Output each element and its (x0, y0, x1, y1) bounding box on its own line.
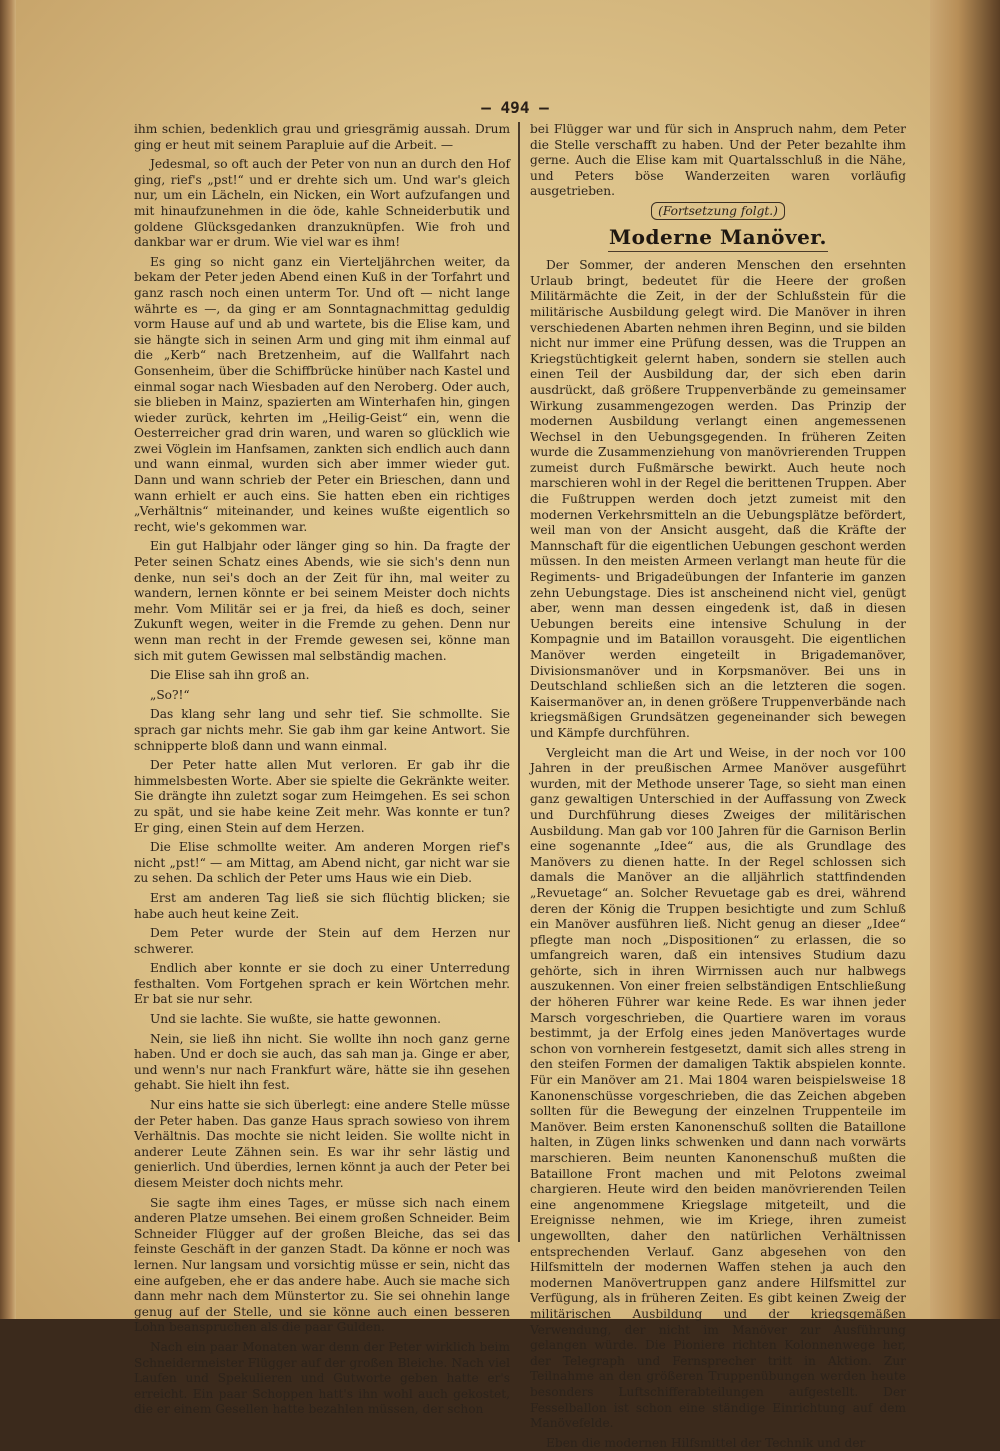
paragraph: „So?!“ (150, 687, 190, 702)
paragraph: Nach ein paar Monaten war denn der Peter wirklich beim Schneidermeister Flügger auf der großen Bleiche. Nach viel Laufen und Spekulieren und Gutworte geben hatte er's erreicht. Ein paar Schoppen hatt's ihn wohl auch gekostet, die er einem Gesellen hatte bezahlen müssen, der schon (134, 1339, 510, 1417)
paragraph: ihm schien, bedenklich grau und griesgrämig aussah. Drum ging er heut mit seinem Parapluie auf die Arbeit. — (134, 122, 510, 152)
paragraph: Es ging so nicht ganz ein Vierteljährchen weiter, da bekam der Peter jeden Abend einen Kuß in der Torfahrt und ganz rasch noch einen unterm Tor. Und oft — nicht lange währte es —, da ging er am Sonntagnachmittag geduldig vorm Hause auf und ab und wartete, bis die Elise kam, und sie hängte sich in seinen Arm und ging mit ihm einmal auf die „Kerb“ nach Bretzenheim, auf die Wallfahrt nach Gonsenheim, über die Schiffbrücke hinüber nach Kastel und einmal sogar nach Wiesbaden auf den Neroberg. Oder auch, sie blieben in Mainz, spazierten am Winterhafen hin, gingen wieder zurück, kehrten im „Heilig-Geist“ ein, wenn die Oesterreicher grad drin waren, und waren so glücklich wie zwei Vöglein im Hanfsamen, zankten sich endlich auch dann und wann einmal, wurden sich aber immer wieder gut. Dann und wann schrieb der Peter ein Brieschen, dann und wann erhielt er auch eins. Sie hatten eben ein richtiges „Verhältnis“ miteinander, und keines wußte eigentlich so recht, wie's gekommen war. (134, 254, 510, 534)
paragraph: Die Elise sah ihn groß an. (150, 668, 310, 683)
paragraph: Ein gut Halbjahr oder länger ging so hin. Da fragte der Peter seinen Schatz eines Abends, wie sie sich's denn nun denke, nun sei's doch an der Zeit für ihn, mal weiter zu wandern, lernen könnte er bei seinem Meister doch nichts mehr. Vom Militär sei er ja frei, da hieß es doch, seiner Zukunft wegen, weiter in die Fremde zu gehen. Denn nur wenn man recht in der Fremde gewesen sei, könne man sich mit gutem Gewissen mal selbständig machen. (134, 539, 510, 663)
paragraph: Eben die modernen Hilfsmittel der Technik und der (546, 1435, 866, 1450)
page-outer-edge (930, 0, 1000, 1319)
paragraph: Sie sagte ihm eines Tages, er müsse sich nach einem anderen Platze umsehen. Bei einem großen Schneider. Beim Schneider Flügger auf der großen Bleiche, das sei das feinste Geschäft in der ganzen Stadt. Da könne er noch was lernen. Nur langsam und vorsichtig müsse er sein, nicht das eine aufgeben, ehe er das andere habe. Auch sie mache sich dann mehr nach dem Münstertor zu. Sie sei ohnehin lange genug auf der Stelle, und sie könne auch einen besseren Lohn beanspruchen als die paar Gulden. (134, 1195, 510, 1335)
paragraph: Der Sommer, der anderen Menschen den ersehnten Urlaub bringt, bedeutet für die Heere der großen Militärmächte die Zeit, in der der Schlußstein für die militärische Ausbildung gelegt wird. Die Manöver in ihren verschiedenen Abarten nehmen ihren Beginn, und sie bilden nicht nur immer eine Prüfung dessen, was die Truppen an Kriegstüchtigkeit gelernt haben, sondern sie stellen auch einen Teil der Ausbildung dar, der sich eben darin ausdrückt, daß größere Truppenverbände zu gemeinsamer Wirkung zusammengezogen werden. Das Prinzip der modernen Ausbildung verlangt einen angemessenen Wechsel in den Uebungsgegenden. In früheren Zeiten wurde die Zusammenziehung von manövrierenden Truppen zumeist durch Fußmärsche bewirkt. Auch heute noch marschieren wohl in der Regel die berittenen Truppen. Aber die Fußtruppen werden doch jetzt zumeist mit den modernen Verkehrsmitteln an die Uebungsplätze befördert, weil man von der Ansicht ausgeht, daß die Kräfte der Mannschaft für die eigentlichen Uebungen geschont werden müssen. In den meisten Armeen verlangt man heute für die Regiments- und Brigadeübungen der Infanterie im ganzen zehn Uebungstage. Dies ist anscheinend nicht viel, genügt aber, wenn man dessen eingedenk ist, daß in diesen Uebungen bereits eine intensive Schulung in der Kompagnie und im Bataillon vorausgeht. Die eigentlichen Manöver werden eingeteilt in Brigademanöver, Divisionsmanöver und in Korpsmanöver. Bei uns in Deutschland schließen sich an die letzteren die sogen. Kaisermanöver an, in denen größere Truppenverbände nach kriegsmäßigen Grundsätzen gegeneinander sich bewegen und Kämpfe durchführen. (530, 258, 907, 740)
paragraph: Endlich aber konnte er sie doch zu einer Unterredung festhalten. Vom Fortgehen sprach er kein Wörtchen mehr. Er bat sie nur sehr. (134, 961, 510, 1007)
paragraph: Nur eins hatte sie sich überlegt: eine andere Stelle müsse der Peter haben. Das ganze Haus sprach sowieso von ihrem Verhältnis. Das mochte sie nicht leiden. Sie wollte nicht in anderer Leute Zähnen sein. Es war ihr sehr lästig und genierlich. Und überdies, lernen könnt ja auch der Peter bei diesem Meister doch nichts mehr. (134, 1098, 510, 1190)
story-ending-paragraph: bei Flügger war und für sich in Anspruch nahm, dem Peter die Stelle verschafft zu haben. Und der Peter bezahlte ihm gerne. Auch die Elise kam mit Quartalsschluß in die Nähe, und Peters böse Wanderzeiten waren vorläufig ausgetrieben. (530, 122, 906, 199)
continuation-note-text: (Fortsetzung folgt.) (651, 202, 785, 220)
paragraph: Die Elise schmollte weiter. Am anderen Morgen rief's nicht „pst!“ — am Mittag, am Abend nicht, gar nicht war sie zu sehen. Da schlich der Peter ums Haus wie ein Dieb. (134, 840, 510, 886)
page-number: — 494 — (481, 98, 549, 117)
page-binding-edge (0, 0, 16, 1319)
paragraph: Erst am anderen Tag ließ sie sich flüchtig blicken; sie habe auch heut keine Zeit. (134, 890, 510, 921)
paragraph: Der Peter hatte allen Mut verloren. Er gab ihr die himmelsbesten Worte. Aber sie spielte die Gekränkte weiter. Sie drängte ihn zuletzt sogar zum Heimgehen. Es sei schon zu spät, und sie habe keine Zeit mehr. Was konnte er tun? Er ging, einen Stein auf dem Herzen. (134, 758, 510, 835)
paragraph: Dem Peter wurde der Stein auf dem Herzen nur schwerer. (134, 926, 510, 956)
paragraph: Vergleicht man die Art und Weise, in der noch vor 100 Jahren in der preußischen Armee Manöver ausgeführt wurden, mit der Methode unserer Tage, so sieht man einen ganz gewaltigen Unterschied in der Auffassung von Zweck und Durchführung dieses Zweiges der militärischen Ausbildung. Man gab vor 100 Jahren für die Garnison Berlin eine sogenannte „Idee“ aus, die als Grundlage des Manövers zu dienen hatte. In der Regel schlossen sich damals die Manöver an die alljährlich stattfindenden „Revuetage“ an. Solcher Revuetage gab es drei, während deren der König die Truppen besichtigte und zum Schluß ein Manöver ausführen ließ. Nicht genug an dieser „Idee“ pflegte man noch „Dispositionen“ zu erlassen, die so umfangreich waren, daß ein intensives Studium dazu gehörte, sich in ihren Wirrnissen auch nur halbwegs auszukennen. Von einer freien selbständigen Entschließung der höheren Führer war keine Rede. Es war ihnen jeder Marsch vorgeschrieben, die Quartiere waren im voraus bestimmt, ja der Erfolg eines jeden Manövertages wurde schon von vornherein festgesetzt, damit sich alles streng in den steifen Formen der damaligen Taktik abspielen konnte. Für ein Manöver am 21. Mai 1804 waren beispielsweise 18 Kanonenschüsse vorgeschrieben, die das Zeichen abgeben sollten für die Bewegung der einzelnen Truppenteile im Manöver. Beim ersten Kanonenschuß sollten die Bataillone halten, in Zügen links schwenken und dann nach vorwärts marschieren. Beim neunten Kanonenschuß mußten die Bataillone Front machen und mit Pelotons zweimal chargieren. Heute wird den beiden manövrierenden Teilen eine angenommene Kriegslage mitgeteilt, und die Ereignisse nehmen, wie im Kriege, ihren zumeist ungewollten, daher den natürlichen Verhältnissen entsprechenden Verlauf. Ganz abgesehen von den Hilfsmitteln der modernen Waffen stehen ja auch den modernen Manövertruppen ganz andere Hilfsmittel zur Verfügung, als in früheren Zeiten. Es gibt keinen Zweig der militärischen Ausbildung und der kriegsgemäßen Verwendung, der nicht im Manöver zur Ausführung gelangen würde. Die Pioniere richten Kolonnenwege her, der Telegraph und Fernsprecher tritt in Aktion. Zur Teilnahme an den größeren Truppenübungen werden heute besonders Luftschifferabteilungen aufgestellt. Der Fesselballon ist schon eine ständige Einrichtung auf dem Manövefelde. (530, 745, 906, 1431)
paragraph: Und sie lachte. Sie wußte, sie hatte gewonnen. (150, 1012, 442, 1027)
title-rule (608, 251, 828, 252)
column-divider (518, 122, 520, 1242)
article-title: Moderne Manöver. (609, 224, 827, 249)
paragraph: Das klang sehr lang und sehr tief. Sie schmollte. Sie sprach gar nichts mehr. Sie gab ihm gar keine Antwort. Sie schnipperte bloß dann und wann einmal. (134, 707, 510, 753)
continuation-note (530, 204, 906, 220)
paragraph: Nein, sie ließ ihn nicht. Sie wollte ihn noch ganz gerne haben. Und er doch sie auch, das sah man ja. Ginge er aber, und wenn's nur nach Frankfurt wäre, hätte sie ihn gesehen gehabt. Sie hielt ihn fest. (134, 1031, 510, 1093)
right-column (530, 122, 907, 1450)
left-column (134, 122, 510, 1417)
paragraph: Jedesmal, so oft auch der Peter von nun an durch den Hof ging, rief's „pst!“ und er drehte sich um. Und war's gleich nur, um ein Lächeln, ein Nicken, ein Wort aufzufangen und mit hinaufzunehmen in die öde, kahle Schneiderbutik und goldene Glücksgedanken dranzuknüpfen. Wie froh und dankbar war er drum. Wie viel war es ihm! (134, 157, 510, 250)
